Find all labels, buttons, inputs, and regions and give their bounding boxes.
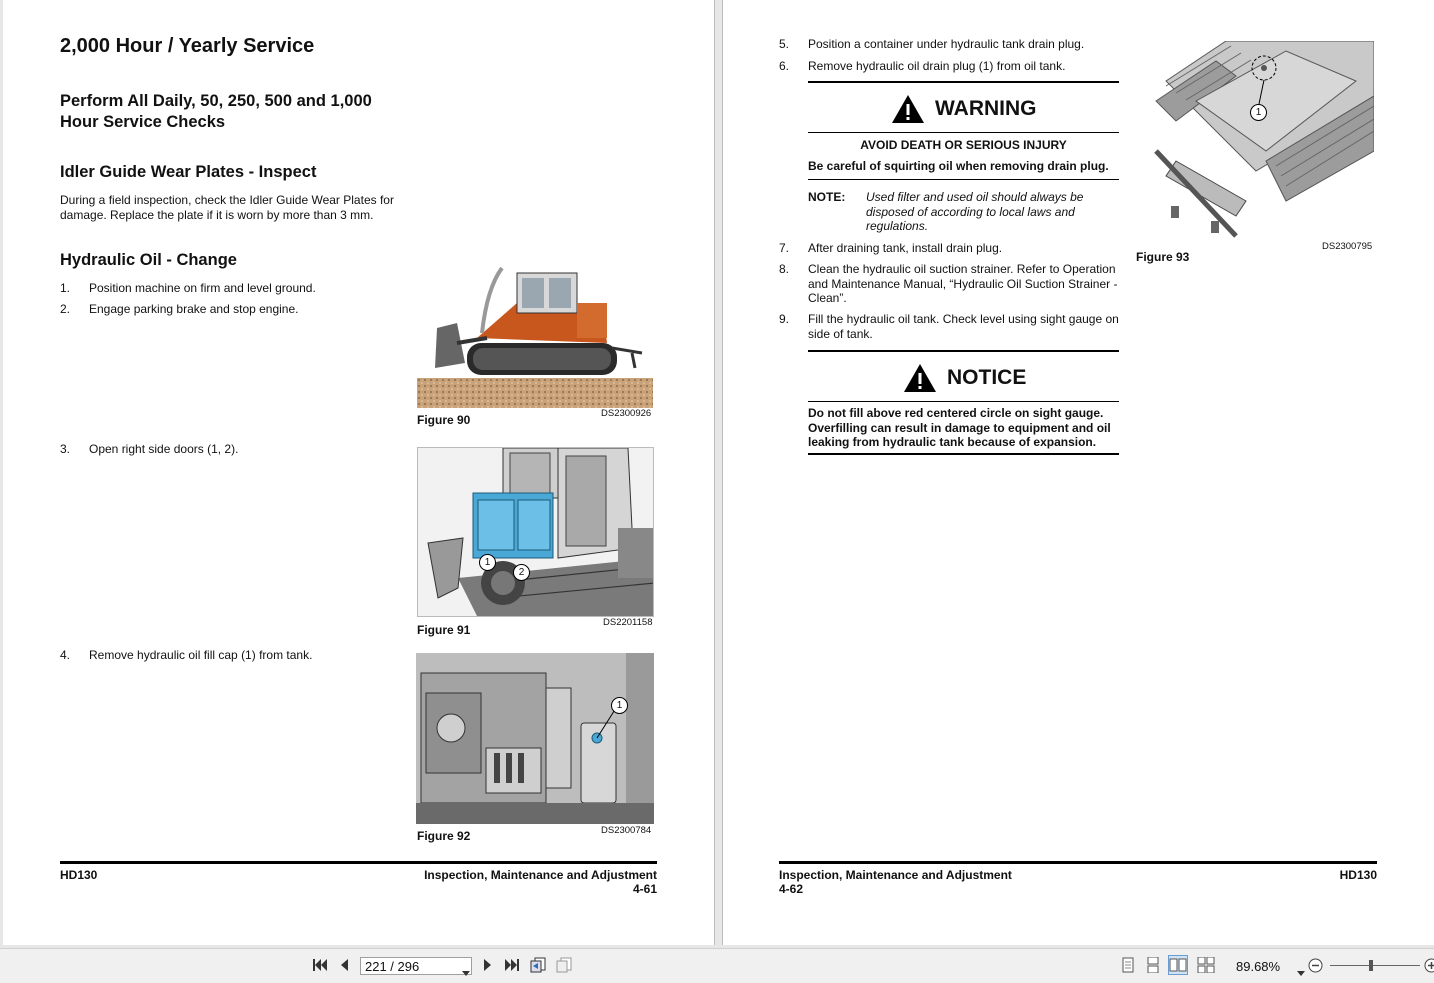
section-heading-idler: Idler Guide Wear Plates - Inspect [60, 163, 317, 181]
step-text [808, 262, 1120, 306]
warning-rule-top [808, 81, 1119, 83]
step-number: 9. [779, 312, 790, 326]
body-line: During a field inspection, check the Idler Guide Wear Plates for [60, 193, 394, 207]
facing-icon[interactable] [1168, 955, 1188, 975]
footer-section: Inspection, Maintenance and Adjustment [779, 868, 1012, 882]
figure-code: DS2300926 [601, 408, 652, 419]
figure-91-image [417, 447, 654, 617]
figure-code: DS2300784 [601, 825, 652, 836]
heading-line: Hour Service Checks [60, 113, 226, 131]
step-number: 6. [779, 59, 790, 73]
step-text: After draining tank, install drain plug. [808, 241, 1003, 255]
left-page [3, 0, 715, 945]
step-text: Engage parking brake and stop engine. [89, 302, 299, 316]
idler-body-text [60, 193, 394, 222]
step-line: side of tank. [808, 326, 873, 341]
warning-rule-mid [808, 132, 1119, 133]
notice-line: leaking from hydraulic tank because of expansion. [808, 435, 1097, 449]
notice-rule-top [808, 350, 1119, 352]
callout-1: 1 [1250, 104, 1267, 121]
callout-2: 2 [513, 564, 530, 581]
navigation-toolbar [0, 948, 1434, 983]
step-text: Position machine on firm and level ground. [89, 281, 316, 295]
continuous-icon[interactable] [1143, 955, 1163, 975]
note-line: Used filter and used oil should always be [866, 190, 1084, 204]
first-page-icon[interactable] [310, 955, 330, 975]
zoom-slider-handle[interactable] [1369, 960, 1373, 971]
step-text: Position a container under hydraulic tank drain plug. [808, 37, 1085, 51]
footer-section: Inspection, Maintenance and Adjustment [424, 868, 657, 882]
footer-model: HD130 [60, 868, 98, 882]
step-line: Clean”. [808, 291, 847, 305]
next-page-icon[interactable] [478, 955, 498, 975]
step-number: 8. [779, 262, 790, 276]
right-page [722, 0, 1434, 945]
figure-93-image [1136, 41, 1374, 246]
next-view-icon[interactable] [554, 955, 574, 975]
figure-code: DS2201158 [603, 617, 653, 628]
zoom-level[interactable]: 89.68% [1236, 959, 1281, 974]
notice-line: Do not fill above red centered circle on sight gauge. [808, 406, 1104, 420]
step-number: 4. [60, 648, 71, 662]
step-line: Clean the hydraulic oil suction strainer. Refer to Operation [808, 262, 1116, 276]
notice-text [808, 406, 1119, 450]
zoom-out-icon[interactable] [1308, 958, 1323, 978]
callout-1: 1 [611, 697, 628, 714]
footer-rule [779, 861, 1377, 864]
warning-text: Be careful of squirting oil when removing drain plug. [808, 159, 1109, 173]
notice-title: NOTICE [947, 366, 1027, 389]
figure-caption: Figure 93 [1136, 250, 1190, 264]
warning-triangle-icon [891, 94, 925, 129]
step-text: Open right side doors (1, 2). [89, 442, 239, 456]
step-number: 5. [779, 37, 790, 51]
continuous-facing-icon[interactable] [1196, 955, 1216, 975]
previous-view-icon[interactable] [528, 955, 548, 975]
figure-caption: Figure 91 [417, 623, 471, 637]
heading-line: Perform All Daily, 50, 250, 500 and 1,000 [60, 92, 372, 110]
section-heading-service-checks [60, 91, 372, 133]
note-line: regulations. [866, 219, 929, 233]
warning-rule-bottom [808, 179, 1119, 180]
note-label: NOTE: [808, 190, 846, 204]
previous-page-icon[interactable] [334, 955, 354, 975]
notice-line: Overfilling can result in damage to equipment and oil [808, 420, 1111, 435]
warning-subtitle: AVOID DEATH OR SERIOUS INJURY [860, 138, 1067, 152]
step-text: Remove hydraulic oil fill cap (1) from tank. [89, 648, 313, 662]
last-page-icon[interactable] [502, 955, 522, 975]
step-number: 3. [60, 442, 71, 456]
callout-1: 1 [479, 554, 496, 571]
footer-model: HD130 [1339, 868, 1377, 882]
figure-90-image [417, 258, 653, 408]
step-line: and Maintenance Manual, “Hydraulic Oil Suction Strainer - [808, 276, 1118, 291]
notice-rule-mid [808, 401, 1119, 402]
step-number: 7. [779, 241, 790, 255]
section-heading-hydraulic: Hydraulic Oil - Change [60, 251, 237, 269]
zoom-slider[interactable] [1330, 965, 1420, 966]
page-dropdown-chevron-icon[interactable] [462, 963, 470, 981]
footer-rule [60, 861, 657, 864]
footer-page-number: 4-61 [632, 882, 657, 896]
figure-code: DS2300795 [1322, 241, 1373, 252]
body-line: damage. Replace the plate if it is worn by more than 3 mm. [60, 207, 374, 222]
page-number-input[interactable]: 221 / 296 [360, 957, 472, 975]
step-number: 1. [60, 281, 71, 295]
step-line: Fill the hydraulic oil tank. Check level using sight gauge on [808, 312, 1119, 326]
note-line: disposed of according to local laws and [866, 204, 1075, 219]
step-number: 2. [60, 302, 71, 316]
notice-triangle-icon [903, 363, 937, 398]
figure-caption: Figure 92 [417, 829, 471, 843]
figure-caption: Figure 90 [417, 413, 471, 427]
warning-title: WARNING [935, 97, 1037, 120]
zoom-in-icon[interactable] [1424, 958, 1434, 978]
single-page-icon[interactable] [1118, 955, 1138, 975]
note-text [866, 190, 1119, 234]
figure-92-image [416, 653, 654, 824]
footer-page-number: 4-62 [779, 882, 804, 896]
zoom-dropdown-chevron-icon[interactable] [1297, 963, 1305, 981]
step-text [808, 312, 1120, 341]
notice-rule-bottom [808, 453, 1119, 455]
page-title: 2,000 Hour / Yearly Service [60, 35, 315, 57]
step-text: Remove hydraulic oil drain plug (1) from oil tank. [808, 59, 1066, 73]
